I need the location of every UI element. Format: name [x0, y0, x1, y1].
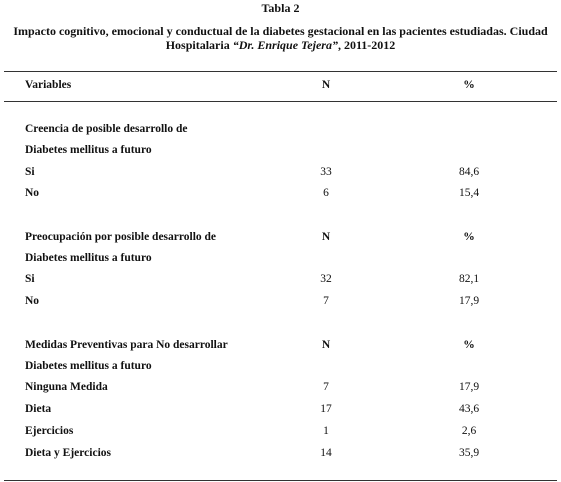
table-top-rule — [4, 71, 557, 72]
section3-title-line2: Diabetes mellitus a futuro — [25, 360, 152, 372]
section2-row-label: Si — [25, 273, 35, 285]
section3-row-pct: 17,9 — [458, 381, 480, 393]
section1-row-n: 6 — [323, 187, 329, 199]
section3-row-pct: 43,6 — [458, 403, 480, 415]
section3-row-n: 17 — [320, 403, 332, 415]
section3-row-n: 1 — [323, 425, 329, 437]
section2-row-pct: 17,9 — [458, 295, 480, 307]
section2-row-n: 32 — [320, 273, 332, 285]
section1-title-line2: Diabetes mellitus a futuro — [25, 144, 152, 156]
section1-title-line1: Creencia de posible desarrollo de — [25, 123, 188, 135]
table-number: Tabla 2 — [261, 1, 300, 15]
section2-title-line1: Preocupación por posible desarrollo de — [25, 231, 217, 243]
section3-row-pct: 2,6 — [461, 425, 477, 437]
section3-row-label: Ejercicios — [25, 425, 74, 437]
section3-row-label: Dieta — [25, 403, 52, 415]
section2-title-line2: Diabetes mellitus a futuro — [25, 252, 152, 264]
table-caption — [0, 24, 561, 52]
section1-row-pct: 84,6 — [458, 166, 480, 178]
section3-row-n: 14 — [320, 447, 332, 459]
header-variables: Variables — [25, 79, 72, 91]
section3-row-label: Ninguna Medida — [25, 381, 108, 393]
section1-row-pct: 15,4 — [458, 187, 480, 199]
table-header-rule — [4, 101, 557, 102]
section2-header-n: N — [321, 231, 331, 243]
section1-row-n: 33 — [320, 166, 332, 178]
header-percent: % — [463, 79, 475, 91]
section1-row-label: Si — [25, 166, 35, 178]
section3-header-n: N — [321, 339, 331, 351]
section2-header-percent: % — [463, 231, 475, 243]
section1-row-label: No — [25, 187, 40, 199]
section2-row-label: No — [25, 295, 40, 307]
section3-row-pct: 35,9 — [458, 447, 480, 459]
section2-row-pct: 82,1 — [458, 273, 480, 285]
caption-text: Impacto cognitivo, emocional y conductual de la diabetes gestacional en las pacientes estudiadas. Ciudad Hospitalaria — [13, 24, 548, 52]
section3-row-n: 7 — [323, 381, 329, 393]
section3-title-line1: Medidas Preventivas para No desarrollar — [25, 339, 228, 351]
section3-header-percent: % — [463, 339, 475, 351]
section3-row-label: Dieta y Ejercicios — [25, 447, 112, 459]
table-bottom-rule — [4, 480, 557, 481]
section2-row-n: 7 — [323, 295, 329, 307]
caption-institution: “Dr. Enrique Tejera” — [232, 38, 338, 52]
caption-years: , 2011-2012 — [337, 38, 396, 52]
header-n: N — [321, 79, 331, 91]
